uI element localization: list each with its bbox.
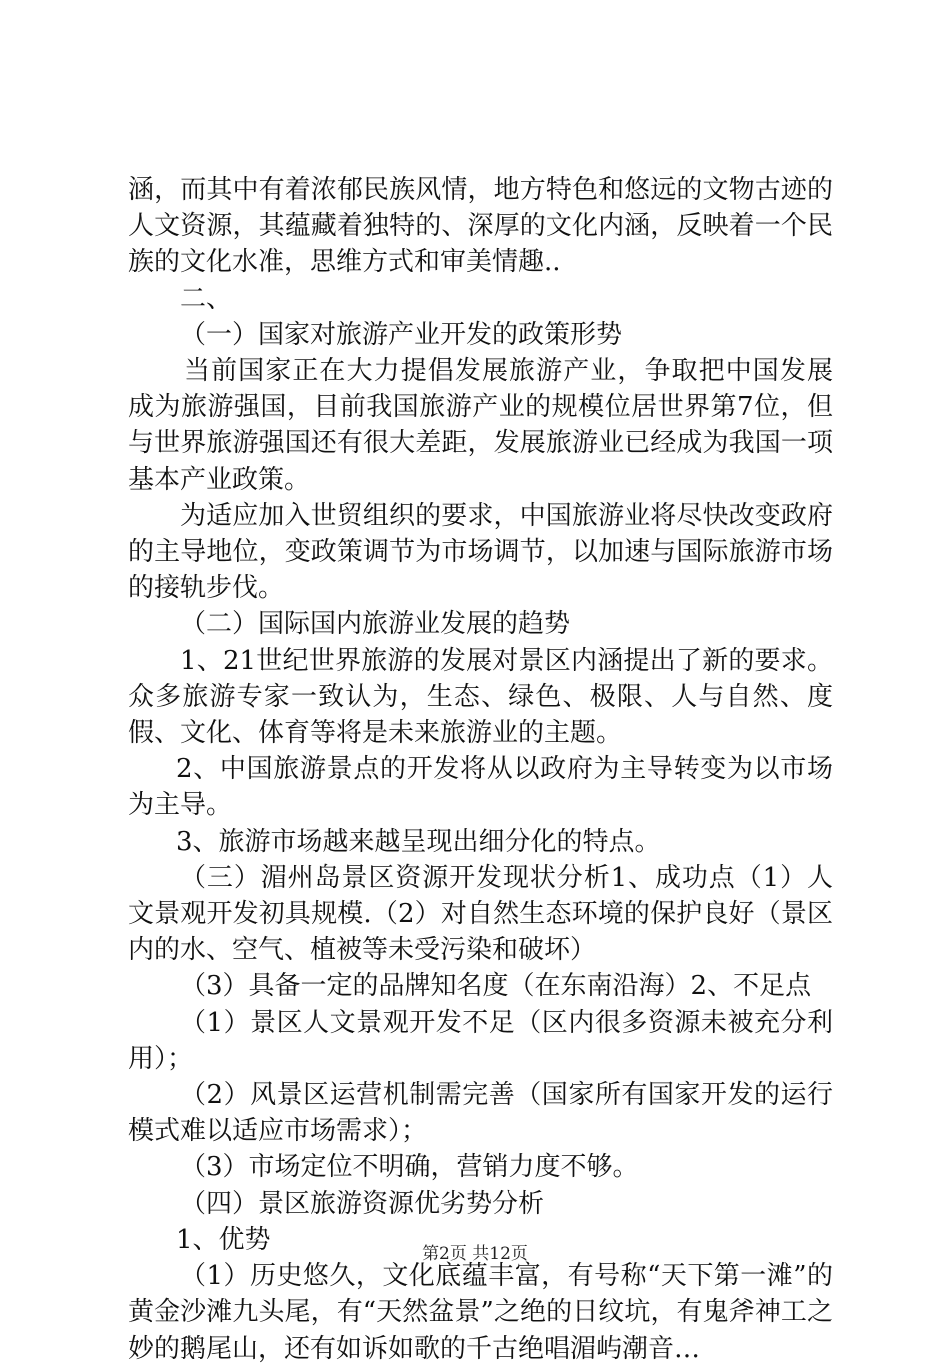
paragraph-shortfall-1: （1）景区人文景观开发不足（区内很多资源未被充分利用）； <box>128 1007 833 1074</box>
paragraph-trend-3: 3、旅游市场越来越呈现出细分化的特点。 <box>176 826 661 857</box>
section-heading-two: 二、 <box>180 283 233 314</box>
paragraph-advantage-1: （1）历史悠久，文化底蕴丰富，有号称“天下第一滩”的黄金沙滩九头尾，有“天然盆景”之绝的日纹坑，有鬼斧神工之妙的鹅尾山，还有如诉如歌的千古绝唱湄屿潮音… <box>128 1261 833 1364</box>
paragraph-shortfall-2: （2）风景区运营机制需完善（国家所有国家开发的运行模式难以适应市场需求）； <box>128 1080 833 1147</box>
page-footer <box>0 1243 950 1265</box>
subheading-status: （三）湄州岛景区资源开发现状分析1、成功点（1）人文景观开发初具规模.（2）对自然生态环境的保护良好（景区内的水、空气、植被等未受污染和破坏） <box>128 862 833 966</box>
paragraph-trend-2: 2、中国旅游景点的开发将从以政府为主导转变为以市场为主导。 <box>128 754 833 821</box>
paragraph-policy: 当前国家正在大力提倡发展旅游产业，争取把中国发展成为旅游强国，目前我国旅游产业的规模位居世界第7位，但与世界旅游强国还有很大差距，发展旅游业已经成为我国一项基本产业政策。 <box>128 356 833 495</box>
paragraph-continuation: 涵，而其中有着浓郁民族风情，地方特色和悠远的文物古迹的人文资源，其蕴藏着独特的、深厚的文化内涵，反映着一个民族的文化水准，思维方式和审美情趣.. <box>128 175 833 278</box>
document-body <box>128 172 833 1367</box>
subheading-swot: （四）景区旅游资源优劣势分析 <box>180 1188 545 1219</box>
paragraph-wto: 为适应加入世贸组织的要求，中国旅游业将尽快改变政府的主导地位，变政策调节为市场调节，以加速与国际旅游市场的接轨步伐。 <box>128 500 833 604</box>
paragraph-shortfall-3: （3）市场定位不明确，营销力度不够。 <box>180 1152 639 1183</box>
subheading-advantages: 1、优势 <box>176 1224 271 1255</box>
subheading-policy: （一）国家对旅游产业开发的政策形势 <box>180 319 623 350</box>
paragraph-trend-1: 1、21世纪世界旅游的发展对景区内涵提出了新的要求。众多旅游专家一致认为，生态、绿色、极限、人与自然、度假、文化、体育等将是未来旅游业的主题。 <box>128 645 833 749</box>
page-number-label: 第2页 共12页 <box>422 1244 528 1264</box>
subheading-trends: （二）国际国内旅游业发展的趋势 <box>180 609 571 640</box>
paragraph-status-3: （3）具备一定的品牌知名度（在东南沿海）2、不足点 <box>180 971 812 1002</box>
